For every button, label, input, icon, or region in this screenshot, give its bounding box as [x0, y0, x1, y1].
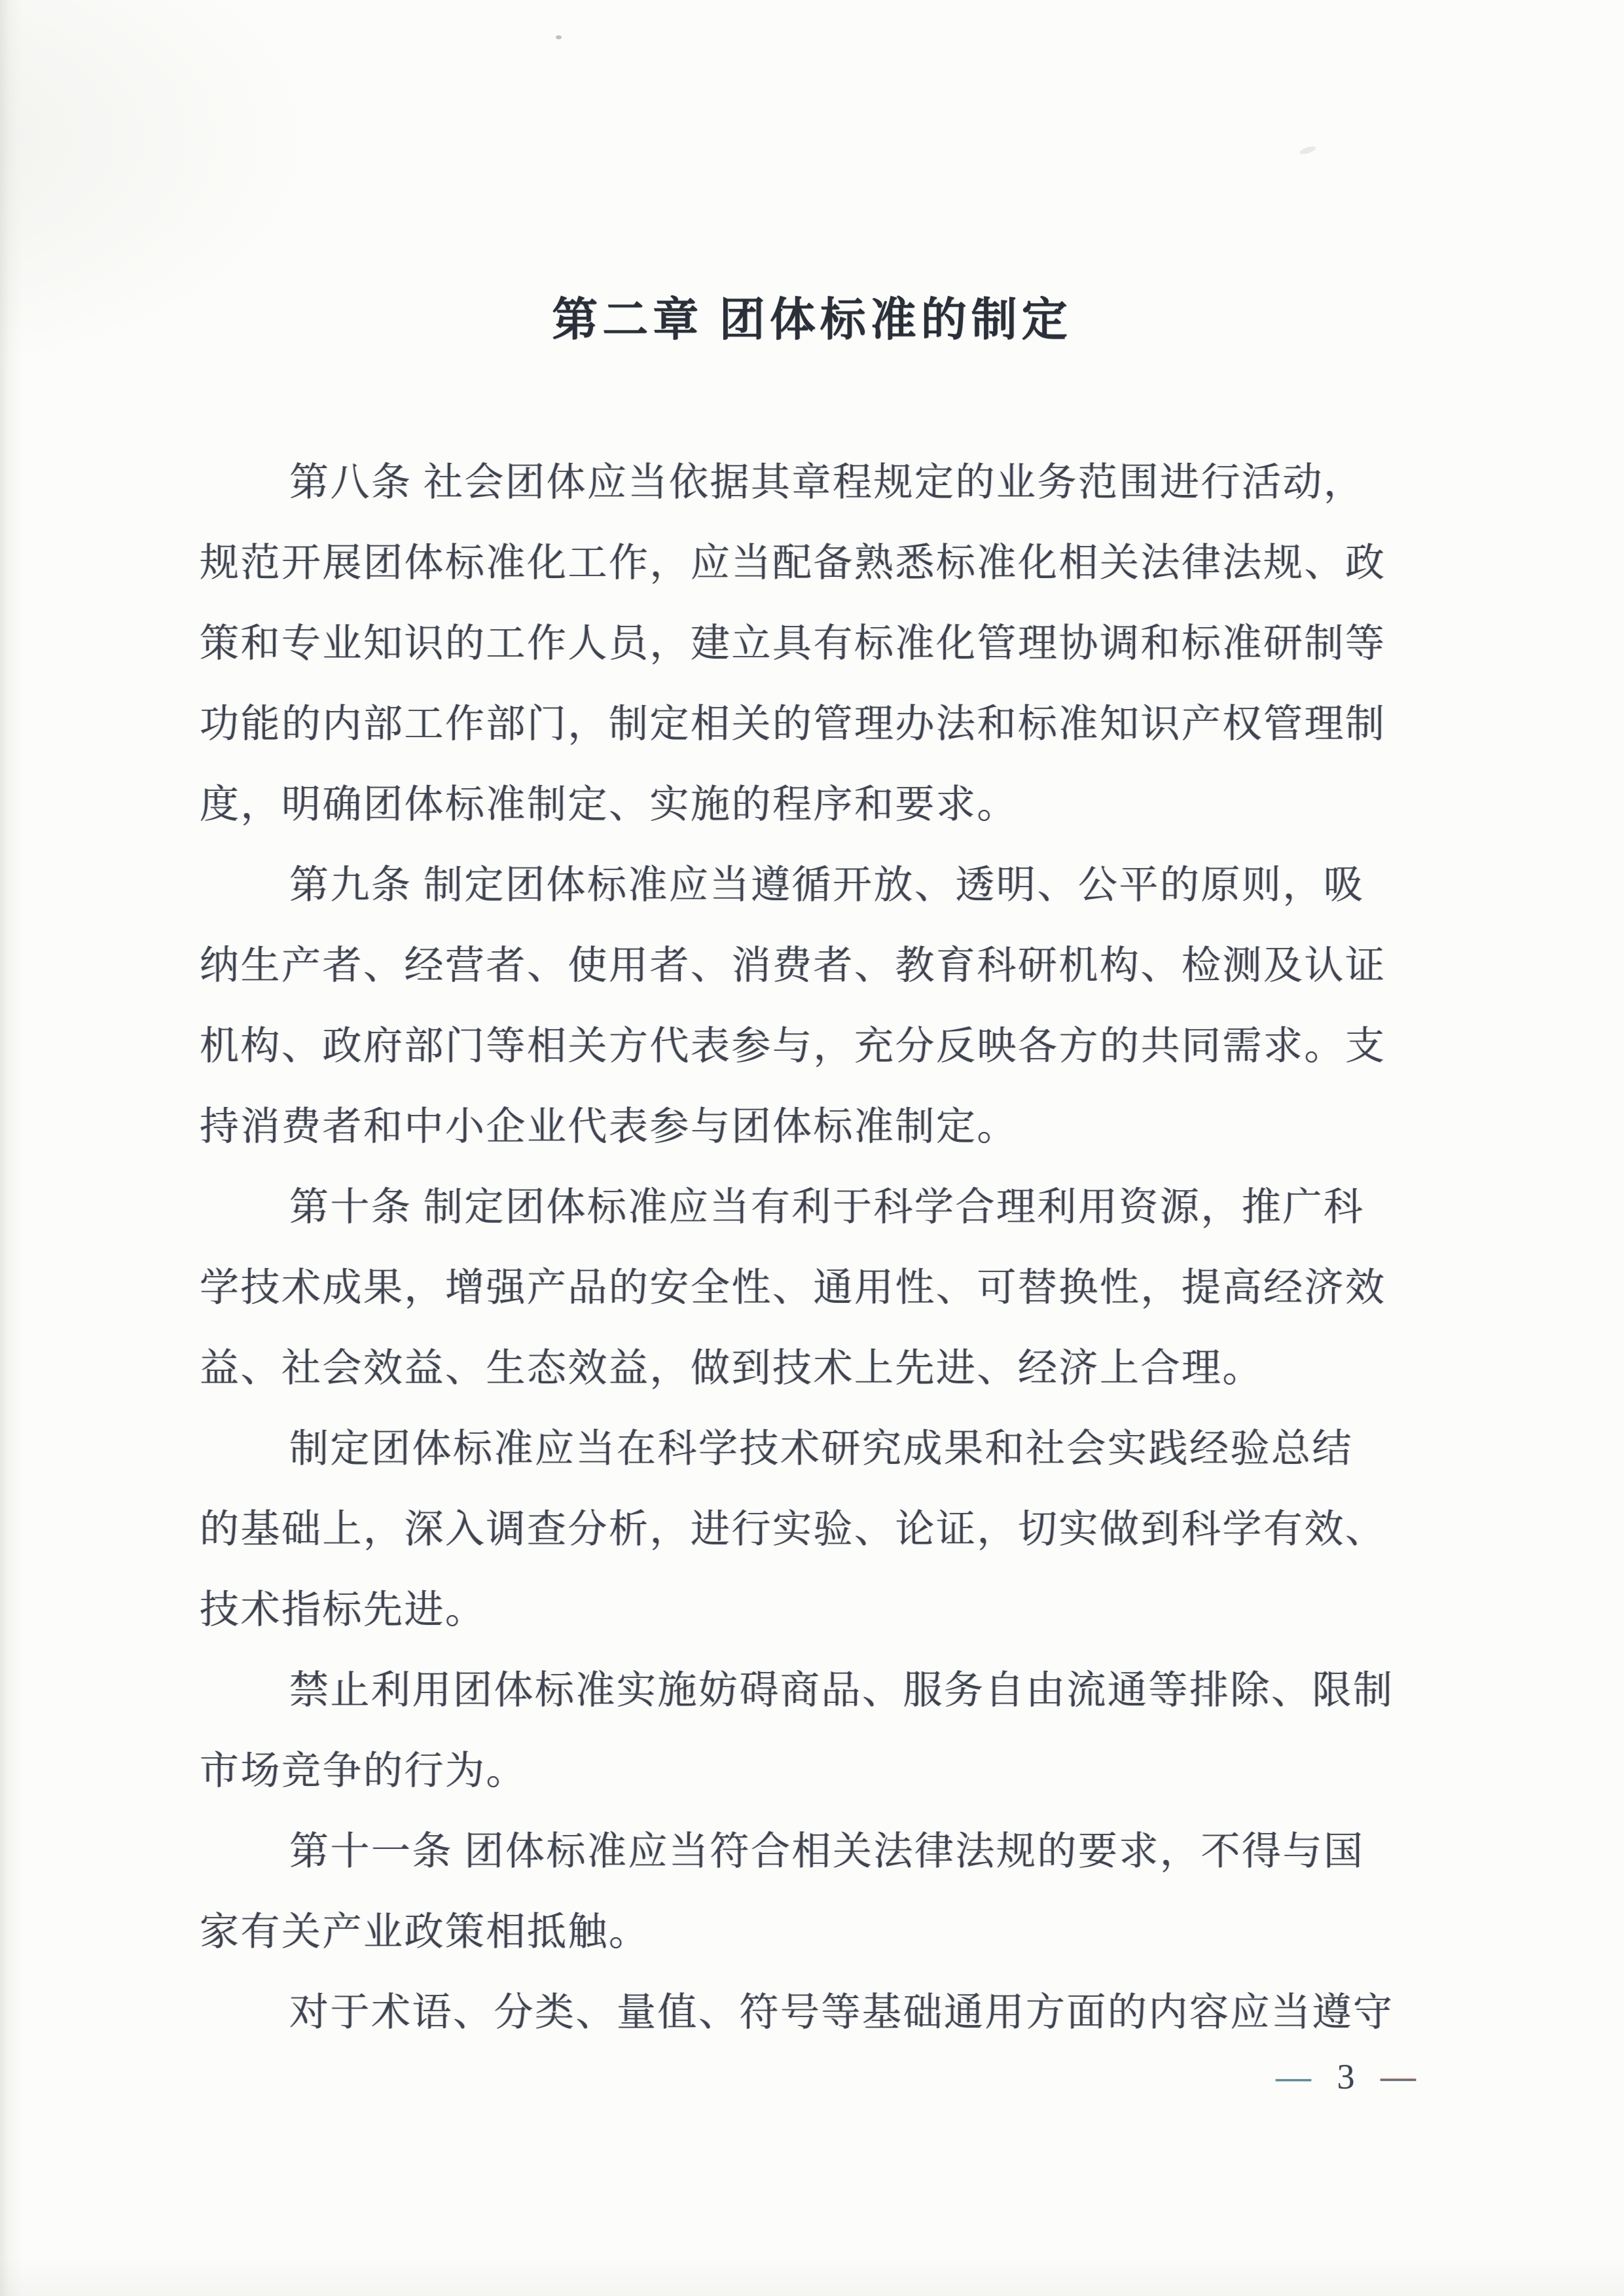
text-line: 禁止利用团体标准实施妨碍商品、服务自由流通等排除、限制 — [289, 1669, 1394, 1712]
text-line: 家有关产业政策相抵触。 — [200, 1910, 650, 1954]
text-line: 制定团体标准应当在科学技术研究成果和社会实践经验总结 — [289, 1427, 1353, 1470]
chapter-title: 第二章 团体标准的制定 — [552, 295, 1072, 346]
page-number-value: 3 — [1337, 2057, 1355, 2096]
text-block — [200, 443, 1409, 2053]
scan-smudge-artifact — [1299, 145, 1317, 156]
text-line: 技术指标先进。 — [200, 1588, 486, 1631]
text-line: 机构、政府部门等相关方代表参与，充分反映各方的共同需求。支 — [200, 1025, 1386, 1068]
page-number — [1276, 2050, 1416, 2103]
text-line: 对于术语、分类、量值、符号等基础通用方面的内容应当遵守 — [289, 1991, 1394, 2034]
text-line: 学技术成果，增强产品的安全性、通用性、可替换性，提高经济效 — [200, 1266, 1386, 1309]
text-line: 功能的内部工作部门，制定相关的管理办法和标准知识产权管理制 — [200, 702, 1386, 746]
text-line: 度，明确团体标准制定、实施的程序和要求。 — [200, 783, 1018, 826]
text-line: 规范开展团体标准化工作，应当配备熟悉标准化相关法律法规、政 — [200, 541, 1386, 585]
text-line: 第十一条 团体标准应当符合相关法律法规的要求，不得与国 — [289, 1830, 1365, 1873]
text-line: 的基础上，深入调查分析，进行实验、论证，切实做到科学有效、 — [200, 1508, 1386, 1551]
text-line: 持消费者和中小企业代表参与团体标准制定。 — [200, 1105, 1018, 1148]
text-line: 第八条 社会团体应当依据其章程规定的业务范围进行活动， — [289, 461, 1365, 504]
text-line: 第九条 制定团体标准应当遵循开放、透明、公平的原则，吸 — [289, 864, 1365, 907]
page-number-left-dash: — — [1276, 2057, 1311, 2096]
text-line: 第十条 制定团体标准应当有利于科学合理利用资源，推广科 — [289, 1186, 1365, 1229]
text-line: 纳生产者、经营者、使用者、消费者、教育科研机构、检测及认证 — [200, 944, 1386, 987]
text-line: 策和专业知识的工作人员，建立具有标准化管理协调和标准研制等 — [200, 622, 1386, 665]
text-line: 市场竞争的行为。 — [200, 1749, 527, 1793]
text-line: 益、社会效益、生态效益，做到技术上先进、经济上合理。 — [200, 1347, 1263, 1390]
page-number-right-dash: — — [1380, 2057, 1416, 2096]
scan-speck-artifact — [556, 35, 562, 39]
